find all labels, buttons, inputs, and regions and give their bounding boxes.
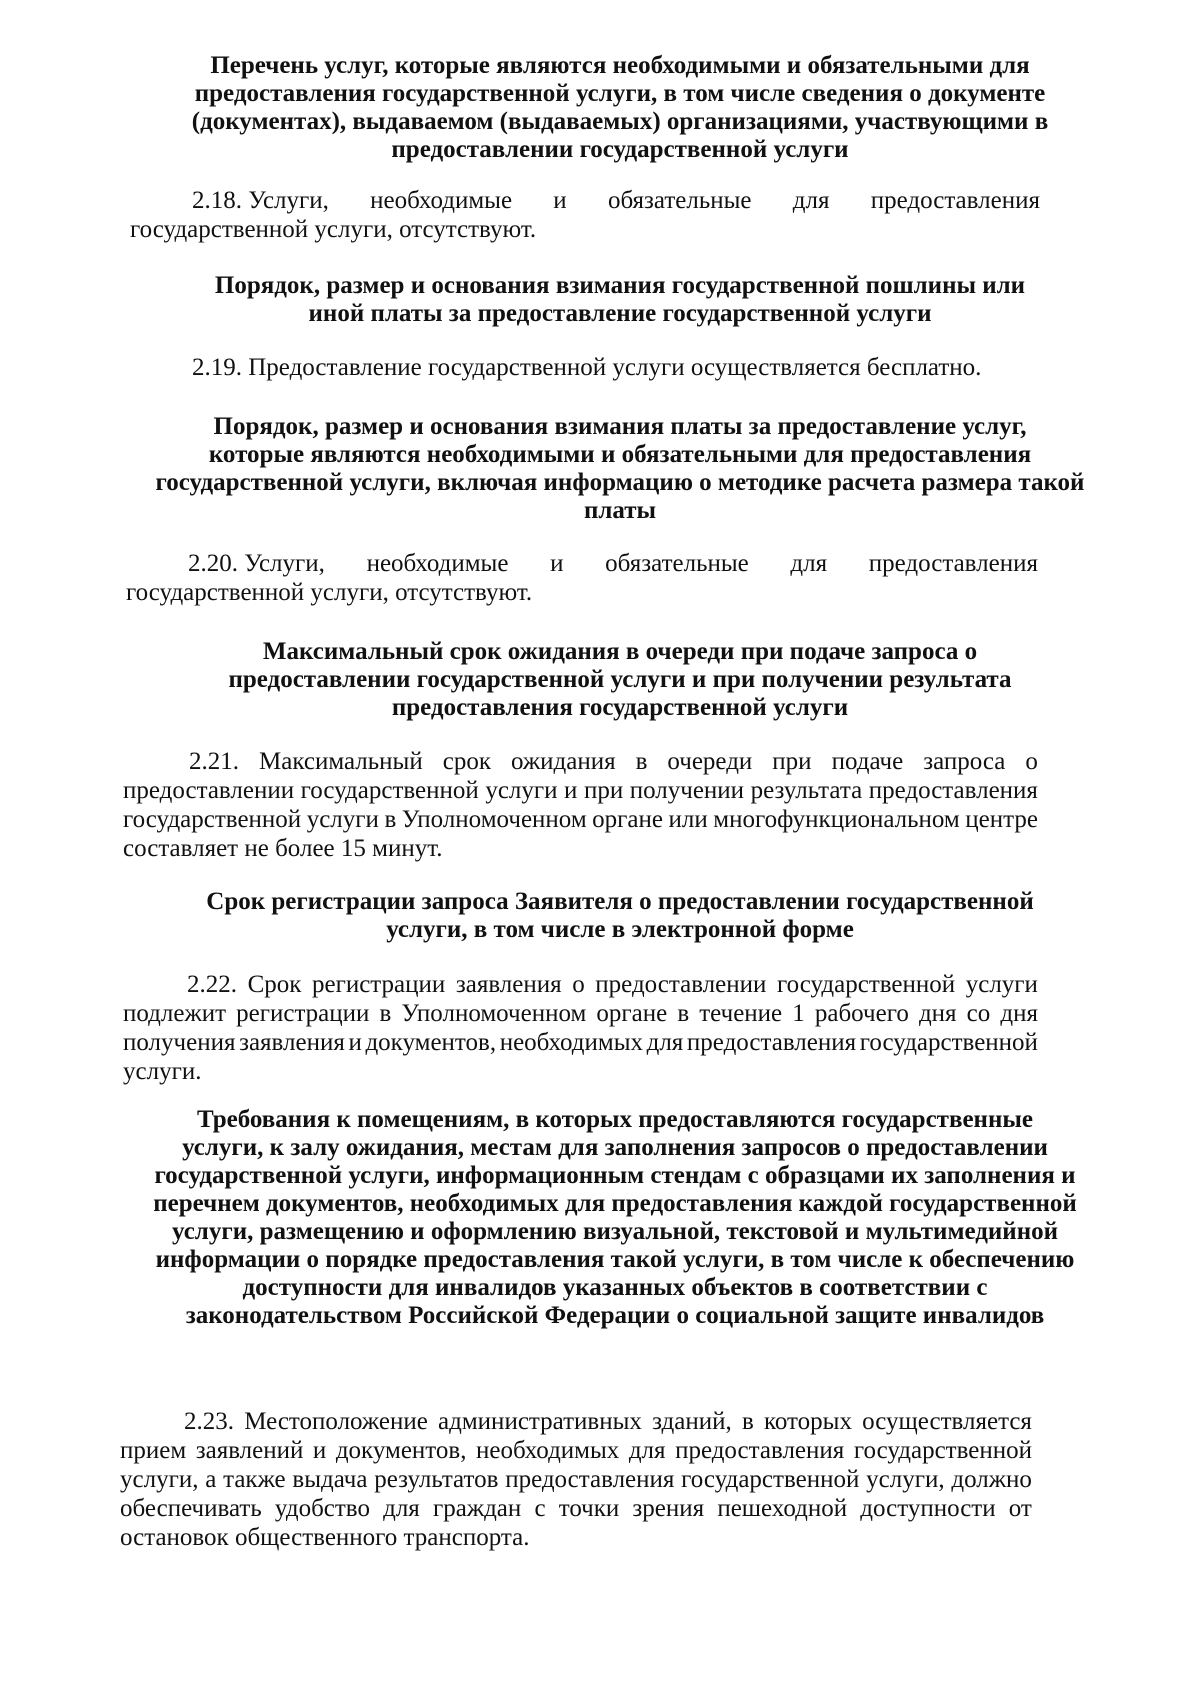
word: подаче (831, 748, 904, 775)
heading-line: перечнем документов, необходимых для предоставления каждой государственной (153, 1190, 1077, 1217)
paragraph-line: остановок общественного транспорта. (120, 1524, 530, 1551)
word: документов, (335, 1437, 467, 1464)
heading-line: предоставлении государственной услуги (391, 136, 849, 163)
word: предоставления (505, 1466, 675, 1493)
word: для (628, 1437, 666, 1464)
word: также (223, 1466, 286, 1493)
heading-line: Порядок, размер и основания взимания государственной пошлины или (214, 272, 1026, 299)
word: Срок (247, 971, 302, 998)
heading-line: иной платы за предоставление государственной услуги (308, 300, 932, 327)
word: а (205, 1466, 217, 1493)
word: государственной (853, 1437, 1032, 1464)
word: Уполномоченном (401, 1000, 587, 1027)
word: удобство (274, 1495, 370, 1522)
word: дня (918, 1000, 957, 1027)
paragraph-line (123, 1028, 1038, 1057)
word: регистрации (236, 1000, 370, 1027)
word: предоставления (868, 550, 1038, 577)
word: заявления (455, 971, 562, 998)
heading-line: услуги, в том числе в электронной форме (386, 916, 854, 943)
word: предоставления (686, 1029, 857, 1056)
word: 2.20. Услуги, (188, 550, 325, 577)
word: результата (750, 777, 863, 804)
section-heading (115, 1106, 1115, 1330)
word: государственной (859, 1029, 1038, 1056)
word: государственной (776, 971, 956, 998)
heading-line: государственной услуги, информационным стендам с образцами их заполнения и (154, 1162, 1076, 1189)
word: и (312, 1437, 327, 1464)
paragraph-line (130, 186, 1040, 215)
paragraph-line (120, 1436, 1032, 1465)
heading-line: государственной услуги, включая информацию о методике расчета размера такой (155, 469, 1085, 496)
word: в (677, 1000, 690, 1027)
paragraph-line: услуги. (123, 1058, 202, 1085)
word: административных (438, 1408, 642, 1435)
word: услуги (306, 806, 379, 833)
word: органе (596, 1000, 668, 1027)
word: регистрации (311, 971, 446, 998)
word: государственной (681, 1466, 860, 1493)
section-heading (125, 413, 1115, 525)
word: предоставлении (123, 777, 295, 804)
heading-line: услуги, к залу ожидания, местам для заполнения запросов о предоставлении (182, 1134, 1048, 1161)
word: необходимых (476, 1437, 620, 1464)
word: необходимых (499, 1029, 643, 1056)
word: органе (592, 806, 663, 833)
word: заявления (239, 1029, 345, 1056)
heading-line: предоставления государственной услуги, в том числе сведения о документе (194, 80, 1046, 107)
word: очереди (667, 748, 753, 775)
word: услуги (965, 971, 1038, 998)
paragraph-line (123, 970, 1038, 999)
word: предоставления (870, 187, 1040, 214)
word: предоставления (675, 1437, 845, 1464)
word: и (564, 777, 578, 804)
word: государственной (123, 806, 302, 833)
word: или (668, 806, 708, 833)
word: предоставлении (595, 971, 767, 998)
paragraph-line (120, 1407, 1032, 1436)
word: обязательные (607, 187, 752, 214)
heading-line: Срок регистрации запроса Заявителя о предоставлении государственной (206, 888, 1034, 915)
word: доступности (860, 1495, 996, 1522)
word: о (1025, 748, 1038, 775)
heading-line: Максимальный срок ожидания в очереди при подаче запроса о (262, 638, 978, 665)
paragraph-2-20 (126, 549, 1038, 607)
paragraph-line: составляет не более 15 минут. (123, 835, 443, 862)
word: предоставления (868, 777, 1038, 804)
word: государственной (300, 777, 479, 804)
heading-line: Требования к помещениям, в которых предоставляются государственные (197, 1106, 1033, 1133)
word: Максимальный (259, 748, 423, 775)
word: которых (764, 1408, 852, 1435)
paragraph-line (123, 776, 1038, 805)
word: осуществляется (862, 1408, 1032, 1435)
word: многофункциональном (713, 806, 960, 833)
word: при (772, 748, 812, 775)
section-heading (130, 888, 1110, 944)
word: 2.18. Услуги, (192, 187, 329, 214)
word: документов, (365, 1029, 497, 1056)
word: и (550, 550, 564, 577)
word: обязательные (605, 550, 749, 577)
word: Местоположение (244, 1408, 428, 1435)
word: прием (120, 1437, 187, 1464)
heading-line: (документах), выдаваемом (выдаваемых) организациями, участвующими в (191, 108, 1049, 135)
paragraph-line: государственной услуги, отсутствуют. (130, 216, 537, 243)
word: услуги, (120, 1466, 199, 1493)
word: 2.23. (184, 1408, 234, 1435)
word: для (646, 1029, 684, 1056)
word: зданий, (652, 1408, 732, 1435)
paragraph-line (123, 747, 1038, 776)
paragraph-line (120, 1465, 1032, 1494)
word: центре (965, 806, 1038, 833)
paragraph-line (123, 999, 1038, 1028)
word: 2.21. (189, 748, 239, 775)
word: ожидания (510, 748, 616, 775)
paragraph-line (120, 1494, 1032, 1523)
word: результатов (374, 1466, 499, 1493)
word: течение (699, 1000, 783, 1027)
word: и (348, 1029, 362, 1056)
word: при (583, 777, 624, 804)
heading-line: платы (583, 497, 657, 524)
heading-line: информации о порядке предоставления такой услуги, в том числе к обеспечению (155, 1246, 1075, 1273)
heading-line: предоставления государственной услуги (391, 694, 849, 721)
word: Уполномоченном (401, 806, 587, 833)
word: в (635, 748, 648, 775)
word: запроса (923, 748, 1006, 775)
heading-line: законодательством Российской Федерации о социальной защите инвалидов (185, 1302, 1045, 1329)
paragraph-line (126, 549, 1038, 578)
word: зрения (632, 1495, 705, 1522)
word: получении (629, 777, 745, 804)
paragraph-2-22 (123, 970, 1038, 1086)
word: о (572, 971, 585, 998)
word: пешеходной (717, 1495, 848, 1522)
section-heading (130, 638, 1110, 722)
word: 1 (792, 1000, 805, 1027)
word: подлежит (123, 1000, 227, 1027)
word: и (553, 187, 567, 214)
heading-line: Порядок, размер и основания взимания платы за предоставление услуг, (213, 413, 1027, 440)
word: от (1008, 1495, 1032, 1522)
word: для (383, 1495, 420, 1522)
paragraph-2-23 (120, 1407, 1032, 1552)
word: с (534, 1495, 546, 1522)
heading-line: Перечень услуг, которые являются необходимыми и обязательными для (210, 52, 1030, 79)
word: услуги (485, 777, 558, 804)
word: для (792, 187, 830, 214)
heading-line: услуги, размещению и оформлению визуальной, текстовой и мультимедийной (171, 1218, 1059, 1245)
word: заявлений (195, 1437, 304, 1464)
paragraph-2-21 (123, 747, 1038, 863)
word: должно (951, 1466, 1032, 1493)
word: граждан (432, 1495, 522, 1522)
section-heading (130, 272, 1110, 328)
word: со (966, 1000, 991, 1027)
word: в (384, 806, 397, 833)
word: выдача (292, 1466, 368, 1493)
word: 2.22. (187, 971, 237, 998)
paragraph-line: 2.19. Предоставление государственной услуги осуществляется бесплатно. (192, 354, 982, 381)
word: необходимые (370, 187, 513, 214)
word: рабочего (814, 1000, 909, 1027)
word: для (790, 550, 828, 577)
word: точки (558, 1495, 620, 1522)
word: срок (442, 748, 491, 775)
section-heading (130, 52, 1110, 164)
word: в (741, 1408, 754, 1435)
word: дня (1000, 1000, 1038, 1027)
paragraph-2-19 (192, 353, 1042, 382)
word: получения (123, 1029, 236, 1056)
paragraph-2-18 (130, 186, 1040, 244)
paragraph-line: государственной услуги, отсутствуют. (126, 579, 533, 606)
heading-line: доступности для инвалидов указанных объектов в соответствии с (242, 1274, 988, 1301)
heading-line: предоставлении государственной услуги и при получении результата (228, 666, 1012, 693)
paragraph-line (123, 805, 1038, 834)
word: обеспечивать (120, 1495, 262, 1522)
heading-line: которые являются необходимыми и обязательными для предоставления (208, 441, 1032, 468)
word: необходимые (366, 550, 509, 577)
word: в (379, 1000, 392, 1027)
word: услуги, (866, 1466, 945, 1493)
